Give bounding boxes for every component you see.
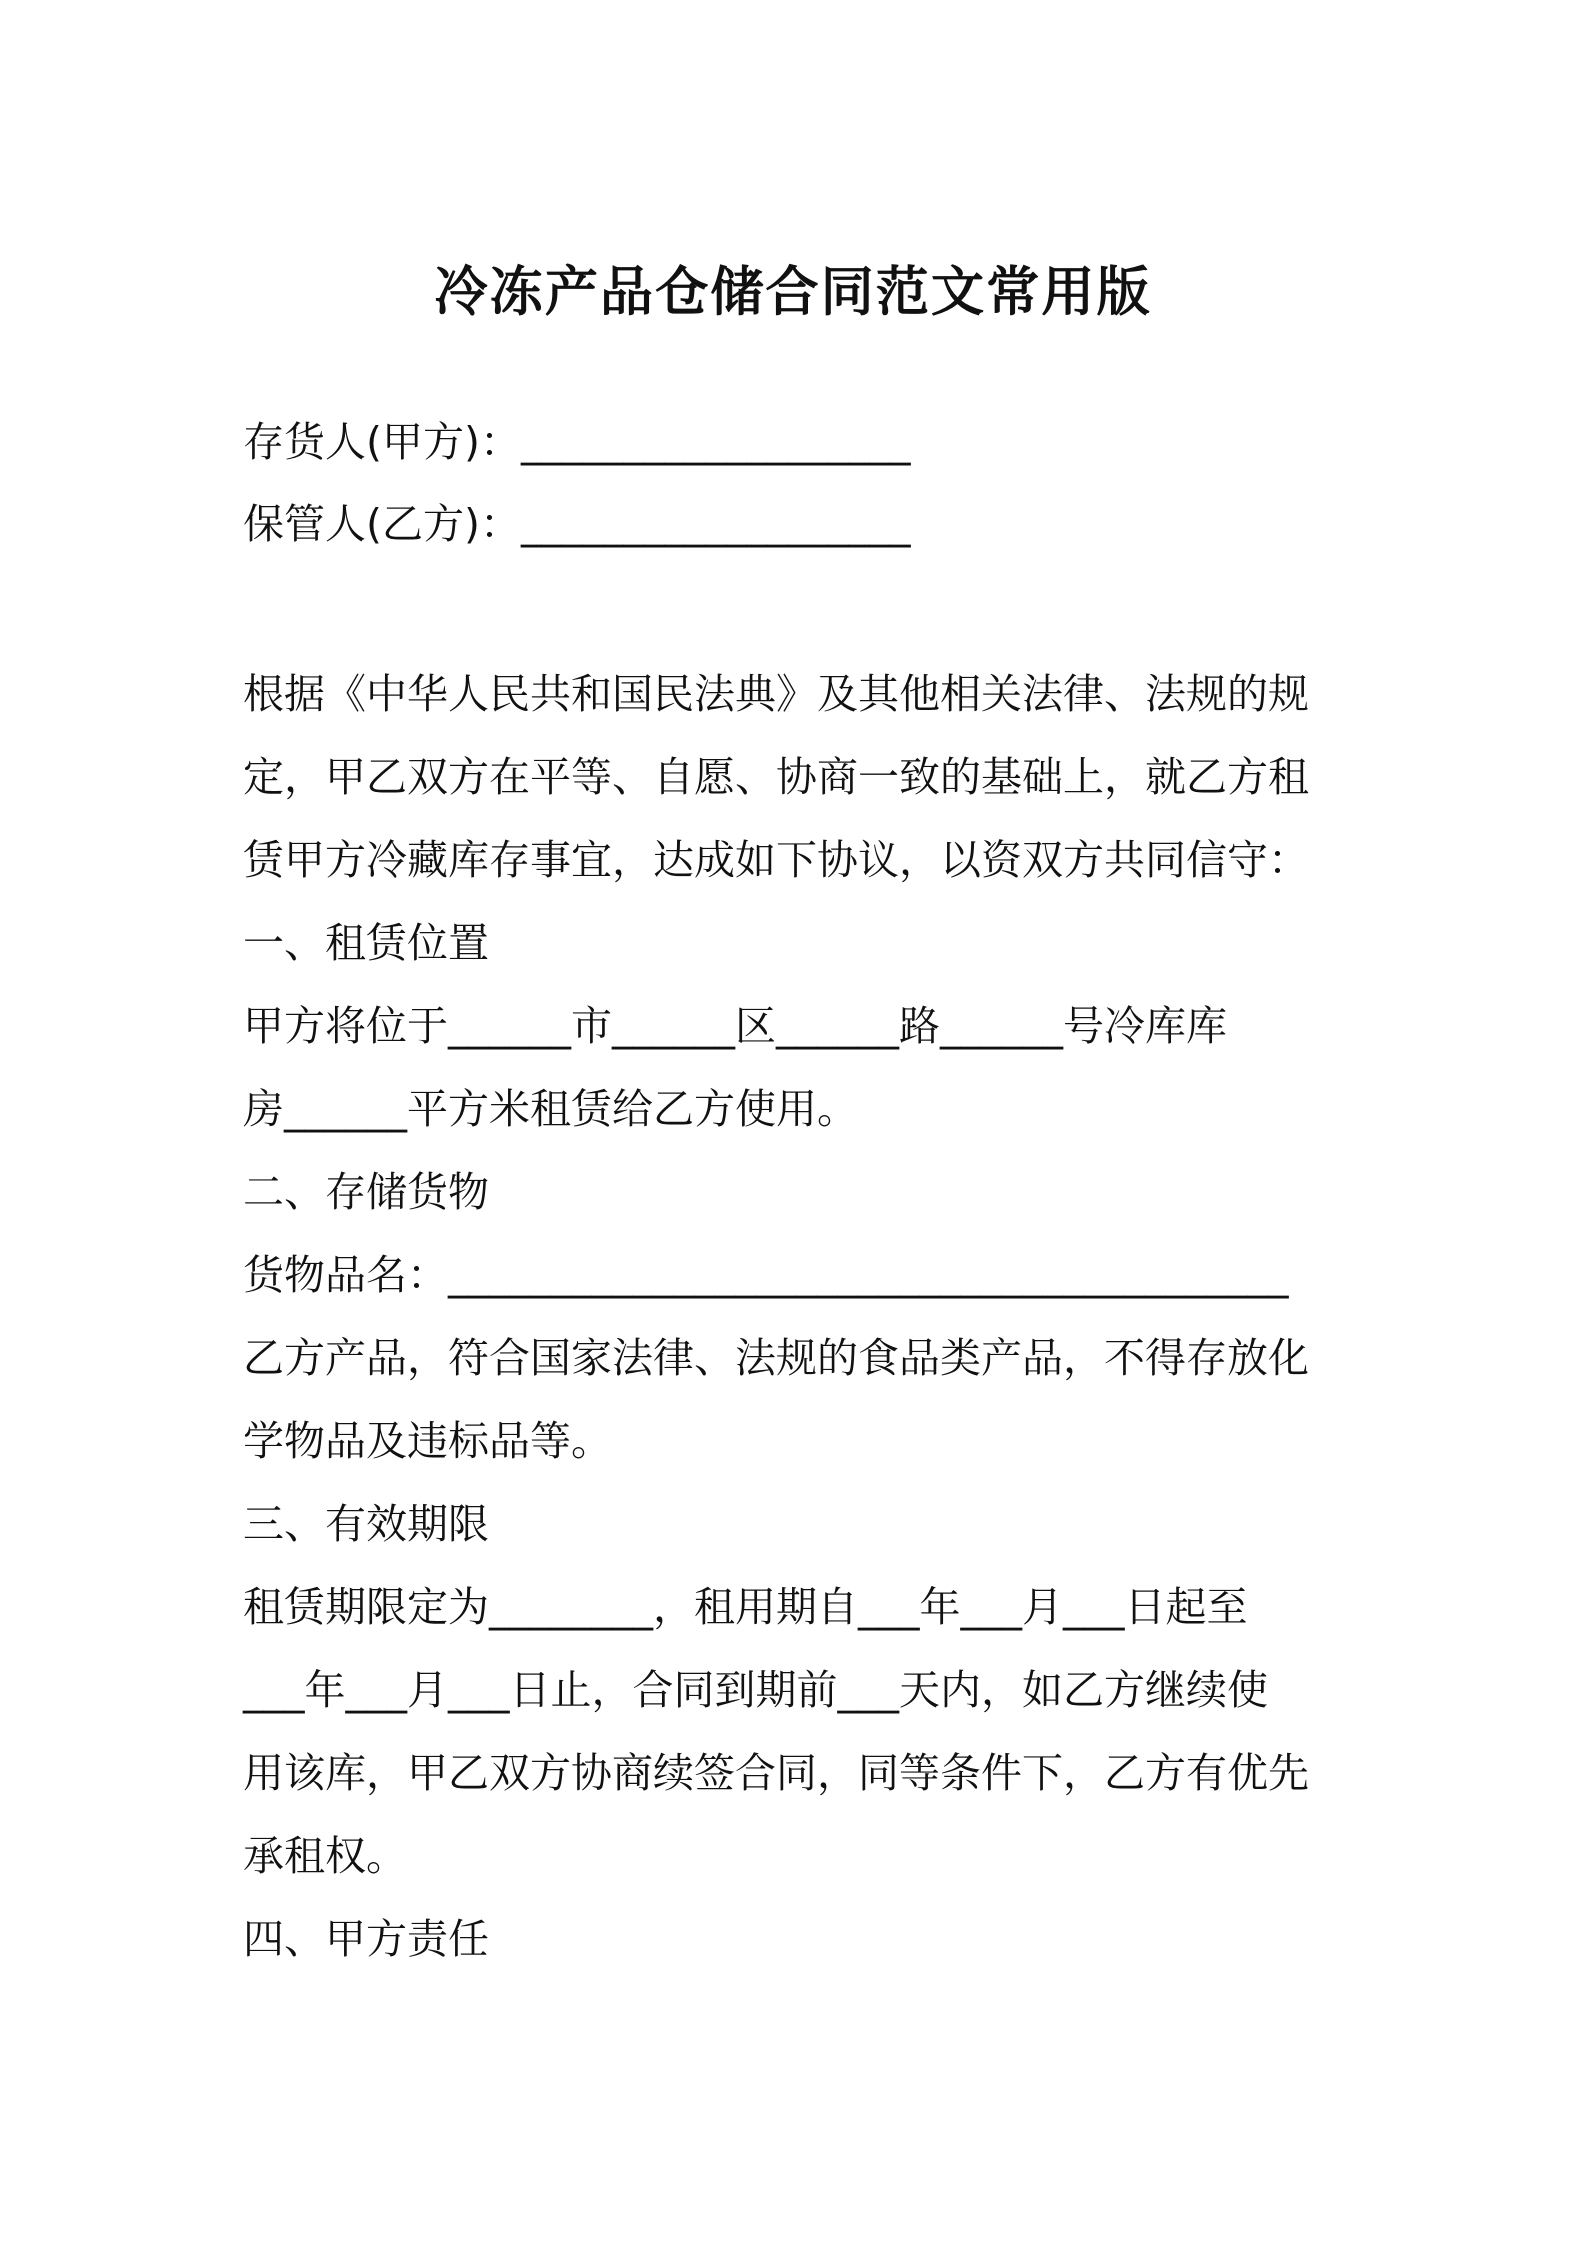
section1-line-1: 甲方将位于______市______区______路______号冷库库 [243,1002,1227,1050]
document-title: 冷冻产品仓储合同范文常用版 [434,261,1152,323]
section3-line-4: 承租权。 [243,1832,407,1880]
section2-line-3: 学物品及违标品等。 [243,1417,612,1465]
section1-line-2: 房______平方米租赁给乙方使用。 [243,1085,858,1133]
section3-line-1: 租赁期限定为________，租用期自___年___月___日起至 [243,1583,1248,1631]
party-b-line: 保管人(乙方)：___________________ [243,500,911,548]
section2-line-2: 乙方产品，符合国家法律、法规的食品类产品，不得存放化 [243,1334,1309,1382]
section-heading-3: 三、有效期限 [243,1500,489,1548]
section2-line-1: 货物品名：_________________________________________ [243,1251,1289,1299]
section3-line-3: 用该库，甲乙双方协商续签合同，同等条件下，乙方有优先 [243,1749,1309,1797]
party-a-line: 存货人(甲方)：___________________ [243,418,911,466]
preamble-line-1: 根据《中华人民共和国民法典》及其他相关法律、法规的规 [243,670,1309,718]
preamble-line-2: 定，甲乙双方在平等、自愿、协商一致的基础上，就乙方租 [243,753,1309,801]
preamble-line-3: 赁甲方冷藏库存事宜，达成如下协议，以资双方共同信守： [243,836,1309,884]
section-heading-4: 四、甲方责任 [243,1915,489,1963]
section-heading-2: 二、存储货物 [243,1168,489,1216]
section3-line-2: ___年___月___日止，合同到期前___天内，如乙方继续使 [243,1666,1268,1714]
section-heading-1: 一、租赁位置 [243,919,489,967]
